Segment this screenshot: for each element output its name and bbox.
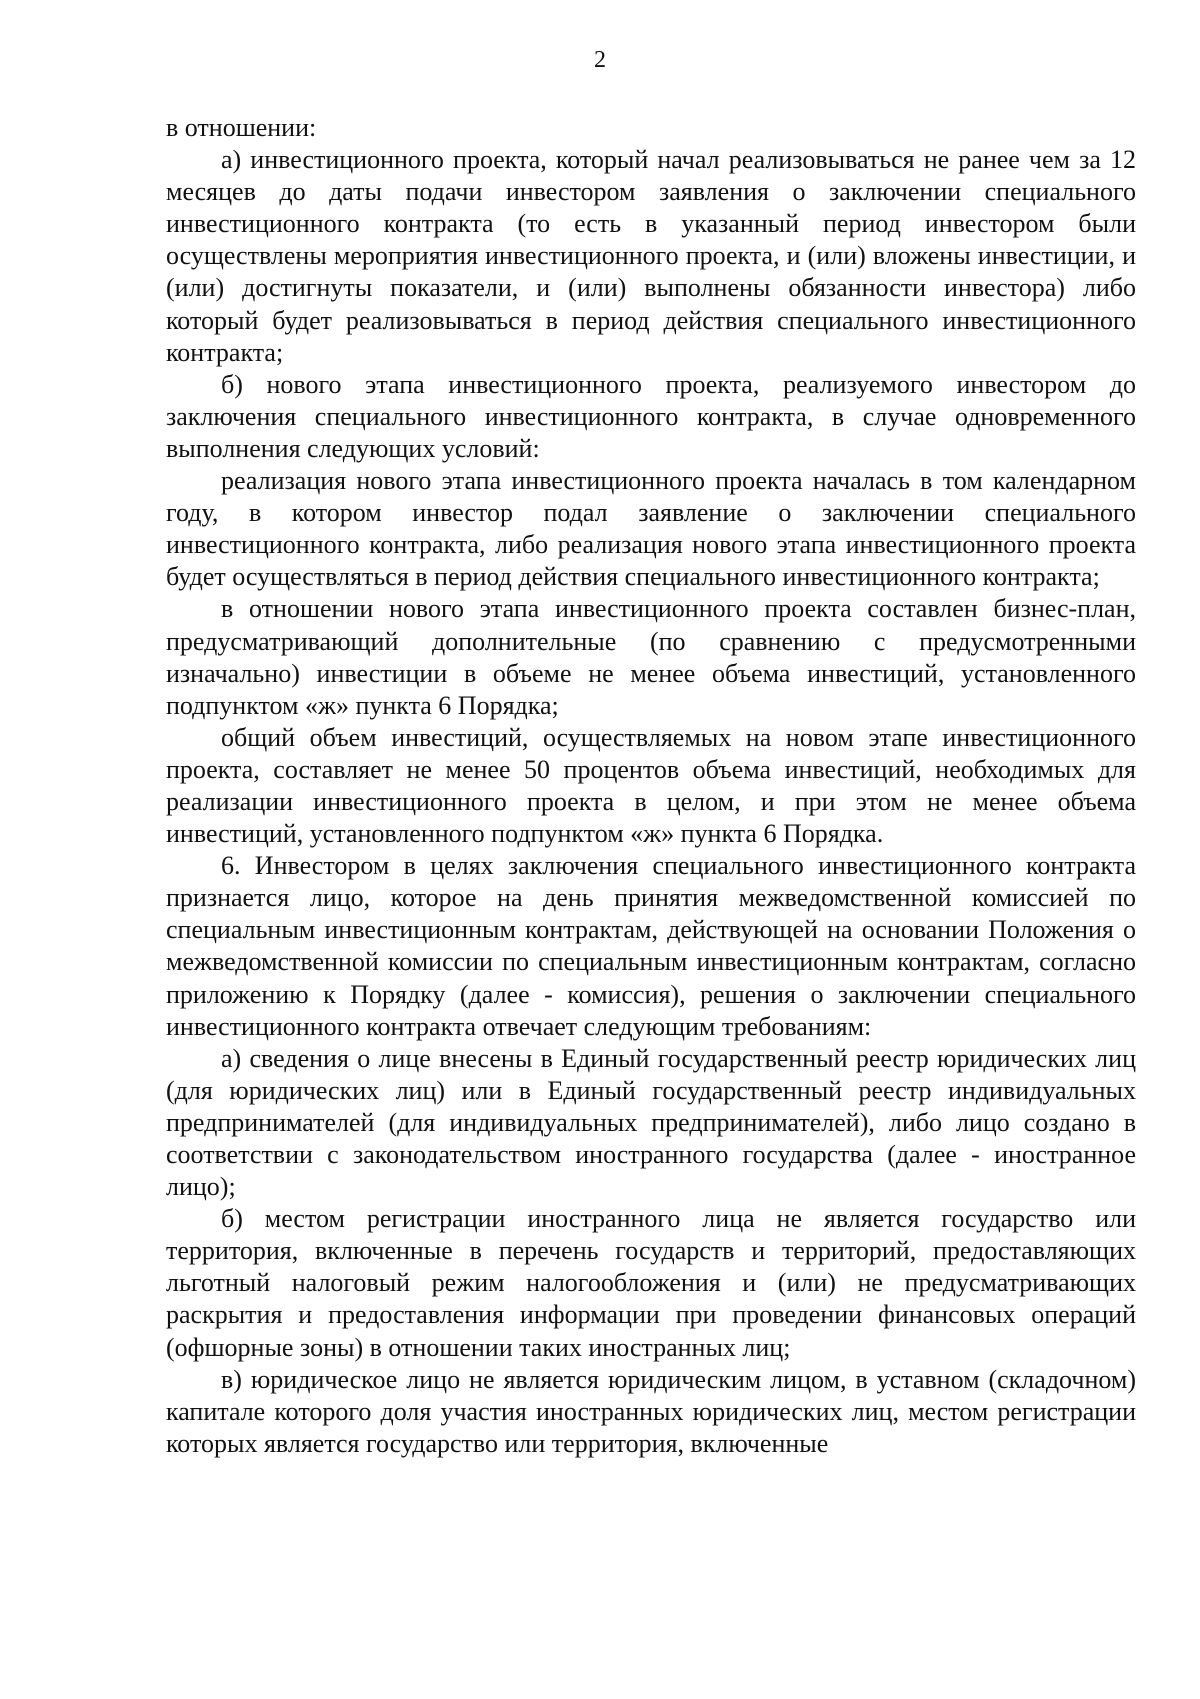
paragraph-requirement-a: а) сведения о лице внесены в Единый государственный реестр юридических лиц (для юридических лиц) или в Единый государственный реестр индивидуальных предпринимателей (для индивидуальных предпринимателей), либо лицо создано в соответствии с законодательством иностранного государства (далее - иностранное лицо); bbox=[166, 1043, 1136, 1202]
paragraph-requirement-v: в) юридическое лицо не является юридическим лицом, в уставном (складочном) капитале которого доля участия иностранных юридических лиц, местом регистрации которых является государство или территория, включенные bbox=[166, 1364, 1136, 1458]
paragraph-section-6: 6. Инвестором в целях заключения специального инвестиционного контракта признается лицо, которое на день принятия межведомственной комиссией по специальным инвестиционным контрактам, действующей на основании Положения о межведомственной комиссии по специальным инвестиционным контрактам, согласно приложению к Порядку (далее - комиссия), решения о заключении специального инвестиционного контракта отвечает следующим требованиям: bbox=[166, 851, 1136, 1041]
paragraph-item-b: б) нового этапа инвестиционного проекта, реализуемого инвестором до заключения специального инвестиционного контракта, в случае одновременного выполнения следующих условий: bbox=[166, 369, 1136, 463]
paragraph-intro: в отношении: bbox=[166, 113, 317, 142]
paragraph-requirement-b: б) местом регистрации иностранного лица не является государство или территория, включенные в перечень государств и территорий, предоставляющих льготный налоговый режим налогообложения и (или) не предусматривающих раскрытия и предоставления информации при проведении финансовых операций (офшорные зоны) в отношении таких иностранных лиц; bbox=[166, 1204, 1136, 1362]
document-body bbox=[166, 112, 1136, 1460]
page-number: 2 bbox=[594, 47, 606, 73]
paragraph-condition-2: в отношении нового этапа инвестиционного проекта составлен бизнес-план, предусматривающий дополнительные (по сравнению с предусмотренными изначально) инвестиции в объеме не менее объема инвестиций, установленного подпунктом «ж» пункта 6 Порядка; bbox=[166, 594, 1136, 720]
paragraph-item-a: а) инвестиционного проекта, который начал реализовываться не ранее чем за 12 месяцев до даты подачи инвестором заявления о заключении специального инвестиционного контракта (то есть в указанный период инвестором были осуществлены мероприятия инвестиционного проекта, и (или) вложены инвестиции, и (или) достигнуты показатели, и (или) выполнены обязанности инвестора) либо который будет реализовываться в период действия специального инвестиционного контракта; bbox=[166, 145, 1136, 367]
paragraph-condition-1: реализация нового этапа инвестиционного проекта началась в том календарном году, в котором инвестор подал заявление о заключении специального инвестиционного контракта, либо реализация нового этапа инвестиционного проекта будет осуществляться в период действия специального инвестиционного контракта; bbox=[166, 466, 1136, 592]
paragraph-condition-3: общий объем инвестиций, осуществляемых на новом этапе инвестиционного проекта, составляет не менее 50 процентов объема инвестиций, необходимых для реализации инвестиционного проекта в целом, и при этом не менее объема инвестиций, установленного подпунктом «ж» пункта 6 Порядка. bbox=[166, 722, 1136, 849]
